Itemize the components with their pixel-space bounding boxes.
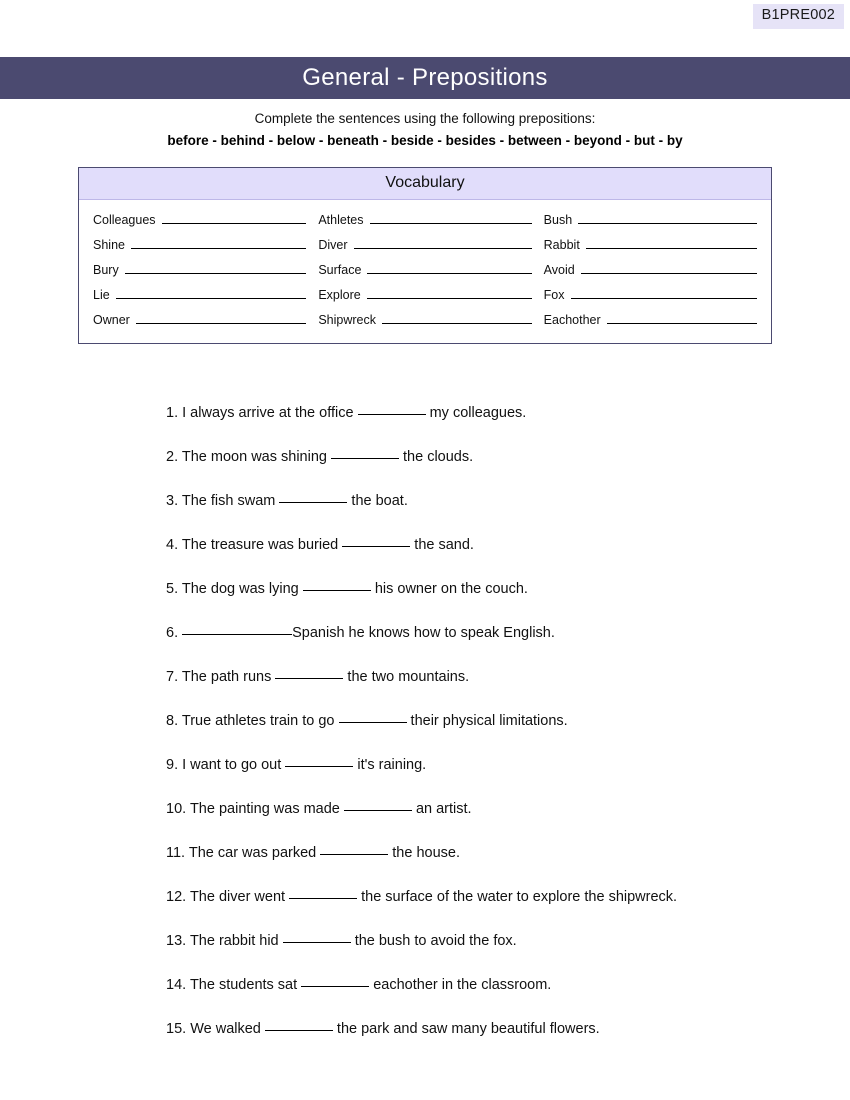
vocabulary-entry-fox xyxy=(544,287,757,302)
vocabulary-answer-line[interactable] xyxy=(571,287,757,299)
page-title: General - Prepositions xyxy=(302,64,548,91)
question-text-before: The treasure was buried xyxy=(181,537,339,553)
question-text-after: the bush to avoid the fox. xyxy=(354,933,517,949)
question-blank[interactable] xyxy=(320,854,388,855)
question-text-before: The car was parked xyxy=(188,845,317,861)
vocabulary-entry-explore xyxy=(318,287,543,302)
question-blank[interactable] xyxy=(279,502,347,503)
question-number: 15. xyxy=(166,1021,187,1037)
vocabulary-label: Colleagues xyxy=(93,213,156,227)
question-number: 14. xyxy=(166,977,187,993)
worksheet-code-badge: B1PRE002 xyxy=(753,4,844,29)
question-text-before: The diver went xyxy=(189,889,286,905)
question-text-after: the sand. xyxy=(414,537,474,553)
vocabulary-answer-line[interactable] xyxy=(370,212,532,224)
vocabulary-entry-shipwreck xyxy=(318,312,543,327)
question-text-after: their physical limitations. xyxy=(410,713,568,729)
question-number: 10. xyxy=(166,801,187,817)
question-item-8 xyxy=(166,712,826,730)
question-item-3 xyxy=(166,492,826,510)
vocabulary-answer-line[interactable] xyxy=(125,262,307,274)
question-number: 11. xyxy=(166,845,186,861)
vocabulary-label: Explore xyxy=(318,288,361,302)
question-item-6 xyxy=(166,624,826,642)
question-blank[interactable] xyxy=(265,1030,333,1031)
vocabulary-answer-line[interactable] xyxy=(586,237,757,249)
vocabulary-label: Shine xyxy=(93,238,125,252)
question-text-before: We walked xyxy=(190,1021,261,1037)
vocabulary-entry-owner xyxy=(93,312,318,327)
instruction-word-bank: before - behind - below - beneath - beside - besides - between - beyond - but - by xyxy=(167,133,683,148)
instructions-block xyxy=(0,110,850,151)
vocabulary-label: Eachother xyxy=(543,313,601,327)
vocabulary-answer-line[interactable] xyxy=(162,212,307,224)
vocabulary-answer-line[interactable] xyxy=(131,237,306,249)
question-text-after: the surface of the water to explore the shipwreck. xyxy=(361,889,678,905)
vocabulary-row xyxy=(93,287,757,302)
vocabulary-row xyxy=(93,237,757,252)
question-item-12 xyxy=(166,888,826,906)
question-text-before: The rabbit hid xyxy=(189,933,279,949)
vocabulary-label: Bury xyxy=(93,263,119,277)
question-text-after: the park and saw many beautiful flowers. xyxy=(336,1021,600,1037)
vocabulary-box xyxy=(78,167,772,344)
question-text-before: True athletes train to go xyxy=(181,713,335,729)
vocabulary-answer-line[interactable] xyxy=(581,262,757,274)
vocabulary-label: Bush xyxy=(543,213,573,227)
worksheet-title-bar xyxy=(0,57,850,99)
question-number: 5. xyxy=(166,581,179,597)
question-text-before: I want to go out xyxy=(182,757,282,773)
vocabulary-label: Surface xyxy=(318,263,362,277)
vocabulary-row xyxy=(93,212,757,227)
question-blank[interactable] xyxy=(285,766,353,767)
question-item-5 xyxy=(166,580,826,598)
vocabulary-answer-line[interactable] xyxy=(578,212,757,224)
vocabulary-answer-line[interactable] xyxy=(354,237,532,249)
question-number: 7. xyxy=(166,669,179,685)
vocabulary-label: Lie xyxy=(93,288,110,302)
question-text-after: Spanish he knows how to speak English. xyxy=(292,625,555,641)
vocabulary-label: Owner xyxy=(93,313,130,327)
question-number: 9. xyxy=(166,757,179,773)
vocabulary-label: Shipwreck xyxy=(318,313,376,327)
question-text-after: the boat. xyxy=(351,493,408,509)
vocabulary-entry-colleagues xyxy=(93,212,318,227)
question-text-after: the house. xyxy=(392,845,461,861)
question-number: 8. xyxy=(166,713,179,729)
vocabulary-entry-athletes xyxy=(318,212,543,227)
question-number: 12. xyxy=(166,889,187,905)
question-blank[interactable] xyxy=(344,810,412,811)
question-number: 6. xyxy=(166,625,179,641)
questions-list xyxy=(166,404,826,1038)
question-item-10 xyxy=(166,800,826,818)
question-blank[interactable] xyxy=(339,722,407,723)
question-blank[interactable] xyxy=(301,986,369,987)
question-text-before: The students sat xyxy=(189,977,298,993)
vocabulary-answer-line[interactable] xyxy=(382,312,532,324)
worksheet-code-badge-container xyxy=(753,4,844,29)
vocabulary-entry-rabbit xyxy=(544,237,757,252)
instruction-line-primary: Complete the sentences using the following prepositions: xyxy=(254,111,596,126)
question-text-after: the clouds. xyxy=(403,449,474,465)
vocabulary-entry-diver xyxy=(318,237,543,252)
question-number: 1. xyxy=(166,405,179,421)
vocabulary-label: Diver xyxy=(318,238,348,252)
vocabulary-entry-surface xyxy=(318,262,543,277)
vocabulary-entry-bush xyxy=(544,212,757,227)
question-item-15 xyxy=(166,1020,826,1038)
question-blank[interactable] xyxy=(303,590,371,591)
vocabulary-entry-lie xyxy=(93,287,318,302)
vocabulary-grid xyxy=(79,200,771,343)
question-text-before: The path runs xyxy=(181,669,272,685)
question-item-14 xyxy=(166,976,826,994)
question-number: 3. xyxy=(166,493,179,509)
question-blank[interactable] xyxy=(289,898,357,899)
vocabulary-row xyxy=(93,262,757,277)
vocabulary-label: Athletes xyxy=(318,213,364,227)
question-item-9 xyxy=(166,756,826,774)
vocabulary-entry-avoid xyxy=(544,262,757,277)
question-blank[interactable] xyxy=(283,942,351,943)
question-item-2 xyxy=(166,448,826,466)
question-text-before: The painting was made xyxy=(189,801,340,817)
question-blank[interactable] xyxy=(358,414,426,415)
question-blank[interactable] xyxy=(331,458,399,459)
vocabulary-answer-line[interactable] xyxy=(607,312,757,324)
question-number: 13. xyxy=(166,933,187,949)
vocabulary-label: Fox xyxy=(543,288,565,302)
question-text-after: my colleagues. xyxy=(429,405,527,421)
question-text-after: his owner on the couch. xyxy=(374,581,528,597)
question-item-1 xyxy=(166,404,826,422)
question-text-before: The dog was lying xyxy=(181,581,299,597)
vocabulary-entry-bury xyxy=(93,262,318,277)
question-item-4 xyxy=(166,536,826,554)
question-text-after: it's raining. xyxy=(357,757,427,773)
question-item-13 xyxy=(166,932,826,950)
question-text-before: The moon was shining xyxy=(181,449,327,465)
vocabulary-header: Vocabulary xyxy=(79,168,771,200)
vocabulary-label: Rabbit xyxy=(543,238,580,252)
question-number: 4. xyxy=(166,537,179,553)
question-text-before: I always arrive at the office xyxy=(182,405,354,421)
question-blank[interactable] xyxy=(182,634,292,635)
question-item-7 xyxy=(166,668,826,686)
vocabulary-answer-line[interactable] xyxy=(367,262,531,274)
question-number: 2. xyxy=(166,449,179,465)
question-text-after: eachother in the classroom. xyxy=(373,977,552,993)
vocabulary-row xyxy=(93,312,757,327)
question-text-after: an artist. xyxy=(415,801,472,817)
question-text-after: the two mountains. xyxy=(347,669,470,685)
vocabulary-label: Avoid xyxy=(543,263,575,277)
vocabulary-entry-shine xyxy=(93,237,318,252)
question-item-11 xyxy=(166,844,826,862)
question-blank[interactable] xyxy=(275,678,343,679)
vocabulary-answer-line[interactable] xyxy=(116,287,307,299)
question-text-before: The fish swam xyxy=(181,493,276,509)
vocabulary-answer-line[interactable] xyxy=(136,312,307,324)
vocabulary-answer-line[interactable] xyxy=(367,287,532,299)
vocabulary-entry-eachother xyxy=(544,312,757,327)
question-blank[interactable] xyxy=(342,546,410,547)
